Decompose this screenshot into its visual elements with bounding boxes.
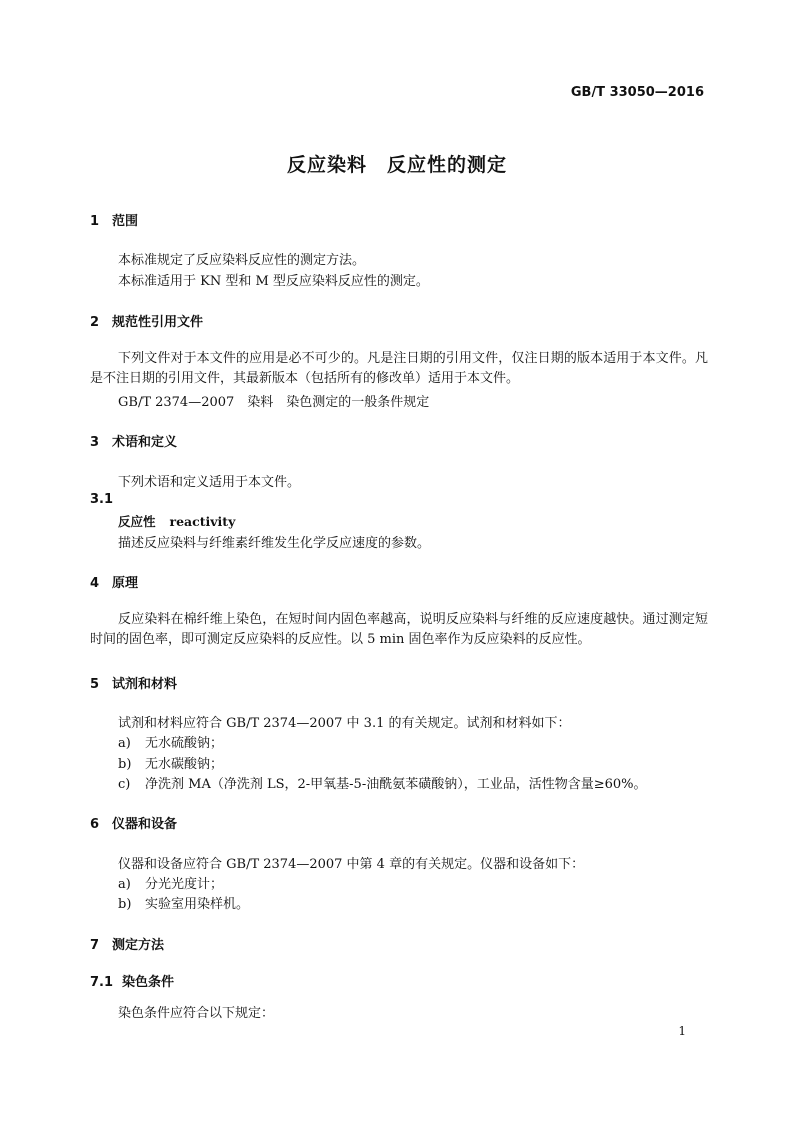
section-6-paragraph-1: 仪器和设备应符合 GB/T 2374—2007 中第 4 章的有关规定。仪器和设备如下： <box>118 857 585 872</box>
subsection-7-1-heading: 7.1 染色条件 <box>90 975 175 990</box>
section-7-heading: 7 测定方法 <box>90 938 165 953</box>
page-title: 反应染料 反应性的测定 <box>286 154 507 176</box>
list-item: a) 分光光度计； <box>118 877 224 892</box>
term-definition: 描述反应染料与纤维素纤维发生化学反应速度的参数。 <box>118 536 431 551</box>
term-english: reactivity <box>169 514 236 529</box>
list-item: a) 无水硫酸钠； <box>118 736 224 751</box>
section-5-paragraph-1: 试剂和材料应符合 GB/T 2374—2007 中 3.1 的有关规定。试剂和材料如下： <box>118 716 571 731</box>
term-entry <box>118 512 235 530</box>
section-2-heading: 2 规范性引用文件 <box>90 315 204 330</box>
section-1-paragraph-1: 本标准规定了反应染料反应性的测定方法。 <box>118 253 366 268</box>
section-7-1-paragraph-1: 染色条件应符合以下规定： <box>118 1006 275 1021</box>
section-1-heading: 1 范围 <box>90 214 139 229</box>
section-1-paragraph-2: 本标准适用于 KN 型和 M 型反应染料反应性的测定。 <box>118 274 429 289</box>
section-3-heading: 3 术语和定义 <box>90 435 178 450</box>
section-6-heading: 6 仪器和设备 <box>90 817 178 832</box>
list-item: c) 净洗剂 MA（净洗剂 LS，2-甲氧基-5-油酰氨苯磺酸钠），工业品，活性物含量≥60%。 <box>118 777 647 792</box>
standard-code: GB/T 33050—2016 <box>570 85 704 100</box>
section-4-heading: 4 原理 <box>90 576 139 591</box>
page-number: 1 <box>678 1024 686 1038</box>
section-4-paragraph-1: 反应染料在棉纤维上染色，在短时间内固色率越高，说明反应染料与纤维的反应速度越快。通过测定短时间的固色率，即可测定反应染料的反应性。以 5 min 固色率作为反应染料的反应性。 <box>90 612 708 647</box>
section-5-heading: 5 试剂和材料 <box>90 677 178 692</box>
section-2-paragraph-1: 下列文件对于本文件的应用是必不可少的。凡是注日期的引用文件，仅注日期的版本适用于本文件。凡是不注日期的引用文件，其最新版本（包括所有的修改单）适用于本文件。 <box>90 351 708 386</box>
term-number: 3.1 <box>90 492 114 507</box>
list-item: b) 无水碳酸钠； <box>118 757 224 772</box>
section-3-paragraph-1: 下列术语和定义适用于本文件。 <box>118 475 301 490</box>
normative-reference: GB/T 2374—2007 染料 染色测定的一般条件规定 <box>118 395 430 410</box>
list-item: b) 实验室用染样机。 <box>118 897 250 912</box>
term-chinese: 反应性 <box>118 514 156 529</box>
